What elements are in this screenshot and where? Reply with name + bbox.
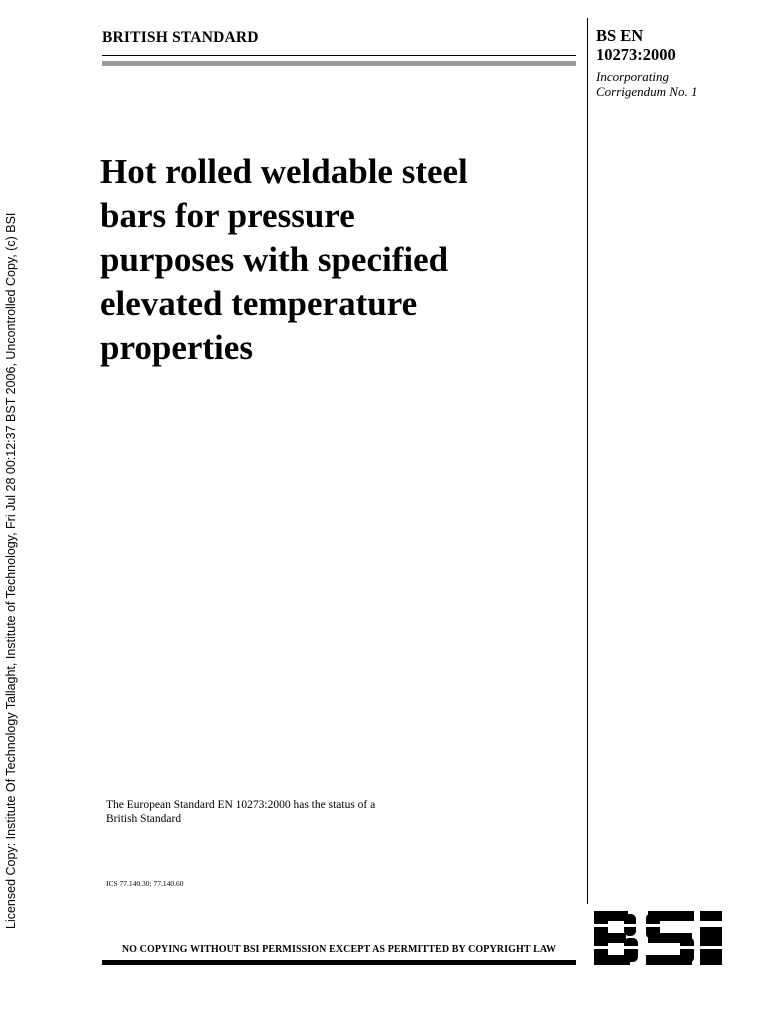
standard-number-line: 10273:2000: [596, 45, 676, 64]
title-line: bars for pressure: [100, 196, 355, 235]
license-watermark: Licensed Copy: Institute Of Technology Tallaght, Institute of Technology, Fri Jul 28 00:12:37 BST 2006, Uncontrolled Copy, (c) BSI: [4, 212, 18, 929]
header-rule-grey: [102, 61, 576, 66]
margin-divider-line: [587, 18, 588, 904]
title-line: properties: [100, 328, 253, 367]
footer-rule: [102, 960, 576, 965]
standard-number: [596, 26, 676, 64]
incorporating-line: Corrigendum No. 1: [596, 84, 698, 99]
copyright-notice: NO COPYING WITHOUT BSI PERMISSION EXCEPT AS PERMITTED BY COPYRIGHT LAW: [121, 944, 557, 955]
document-type-label: BRITISH STANDARD: [102, 29, 259, 46]
title-line: elevated temperature: [100, 284, 418, 323]
incorporating-note: [596, 69, 697, 99]
status-statement: [106, 798, 375, 826]
bsi-logo: [594, 908, 728, 968]
standard-number-line: BS EN: [596, 26, 644, 45]
header-rule-thin: [102, 55, 576, 56]
document-title: [100, 150, 580, 370]
status-line: The European Standard EN 10273:2000 has the status of a: [106, 799, 376, 811]
ics-codes: ICS 77.140.30; 77.140.60: [106, 879, 184, 888]
bsi-logo-letters: [594, 911, 722, 965]
title-line: Hot rolled weldable steel: [100, 152, 468, 191]
incorporating-line: Incorporating: [596, 69, 669, 84]
status-line: British Standard: [106, 813, 182, 825]
title-line: purposes with specified: [100, 240, 449, 279]
